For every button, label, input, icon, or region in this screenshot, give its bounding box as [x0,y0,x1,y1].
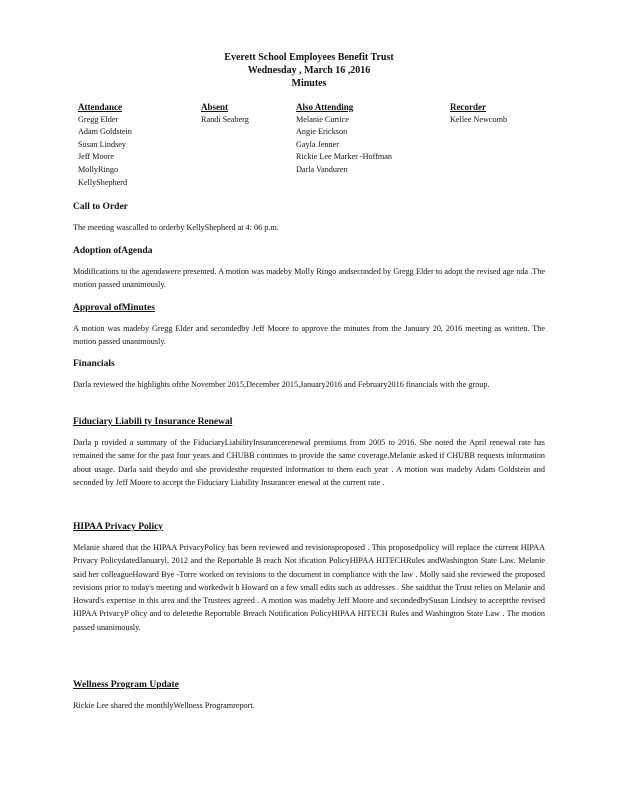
also-attendee: Rickie Lee Marker -Hoffman [296,152,393,162]
wellness-heading: Wellness Program Update [73,680,179,690]
adoption-text: Modifications to the agendawere presented. A motion was madeby Molly Ringo andseconded by Gregg Elder to adopt the revised age nda .The motion passed unanimously. [73,267,545,290]
recorder-column [450,101,507,126]
also-attending-heading: Also Attending [296,102,354,112]
attendee: Jeff Moore [78,152,114,162]
adoption-heading: Adoption ofAgenda [73,246,153,256]
hipaa-heading: HIPAA Privacy Policy [73,522,164,532]
also-attendee: Gayla Jenner [296,139,339,149]
meeting-date: Wednesday , March 16 ,2016 [247,65,371,76]
document-title: Everett School Employees Benefit Trust [224,52,394,63]
absentee: Randi Seaberg [201,114,249,124]
attendance-column [78,101,132,189]
hipaa-text: Melanie shared that the HIPAA PrivacyPolicy has been reviewed and revisionsproposed . This proposedpolicy will replace the current HIPAA Privacy PolicydatedJanuaryl, 2012 and the Reportable B reach Not ification PolicyHIPAA HITECHRules andWashington State Law. Melanie said her colleagueHoward Bye -Torre worked on revisions to the document in compliance with the law . Molly said she reviewed the proposed revisions prior to today's meeting and workedwit h Howard on a few small edits such as addresses . She saidthat the Trust relies on Melanie and Howard's expertise in this area and the Trustees agreed . A motion was madeby Jeff Moore and secondedbySusan Lindsey to acceptthe revised HIPAA PrivacyP olicy and to deletethe Reportable Breach Notification PolicyHIPAA HITECH Rules and Washington State Law . The motion passed unanimously. [73,543,545,632]
call-to-order-heading: Call to Order [73,202,128,212]
call-to-order-text: The meeting wascalled to orderby KellyShepherd at 4: 06 p.m. [73,223,279,232]
attendance-heading: Attendance [78,102,122,112]
attendee: MollyRingo [78,164,119,174]
financials-heading: Financials [73,359,115,369]
absent-column [201,101,249,126]
fiduciary-text: Darla p rovided a summary of the FiduciaryLiabilityInsurancerenewal premiums from 2005 to 2016. She noted the April renewal rate has remained the same for the past four years and CHUBB continues to provide the same coverage.Melanie asked if CHUBB requests information about usage. Darla said theydo and she providesthe requested information to them each year . A motion was madeby Adam Goldstein and seconded by Jeff Moore to accept the Fiduciary Liability Insurancer enewal at the current rate . [73,438,545,487]
also-attendee: Darla Vanduren [296,164,348,174]
attendee: Gregg Elder [78,114,119,124]
financials-text: Darla reviewed the highlights ofthe November 2015,December 2015,January2016 and February2016 financials with the group. [73,380,490,389]
wellness-text: Rickie Lee shared the monthlyWellness Programreport. [73,701,255,710]
attendee: KellyShepherd [78,177,128,187]
also-attendee: Melanie Curtice [296,114,349,124]
attendee: Susan Lindsey [78,139,126,149]
approval-text: A motion was madeby Gregg Elder and secondedby Jeff Moore to approve the minutes from the January 20, 2016 meeting as written. The motion passed unanimously. [73,324,545,347]
attendee: Adam Goldstein [78,127,132,137]
absent-heading: Absent [201,102,229,112]
fiduciary-heading: Fiduciary Liabili ty Insurance Renewal [73,417,233,427]
recorder-name: Kellee Newcomb [450,114,508,124]
also-attendee: Angie Erickson [296,127,348,137]
also-attending-column [296,101,392,177]
minutes-label: Minutes [291,78,327,89]
approval-heading: Approval ofMinutes [73,303,155,313]
recorder-heading: Recorder [450,102,486,112]
